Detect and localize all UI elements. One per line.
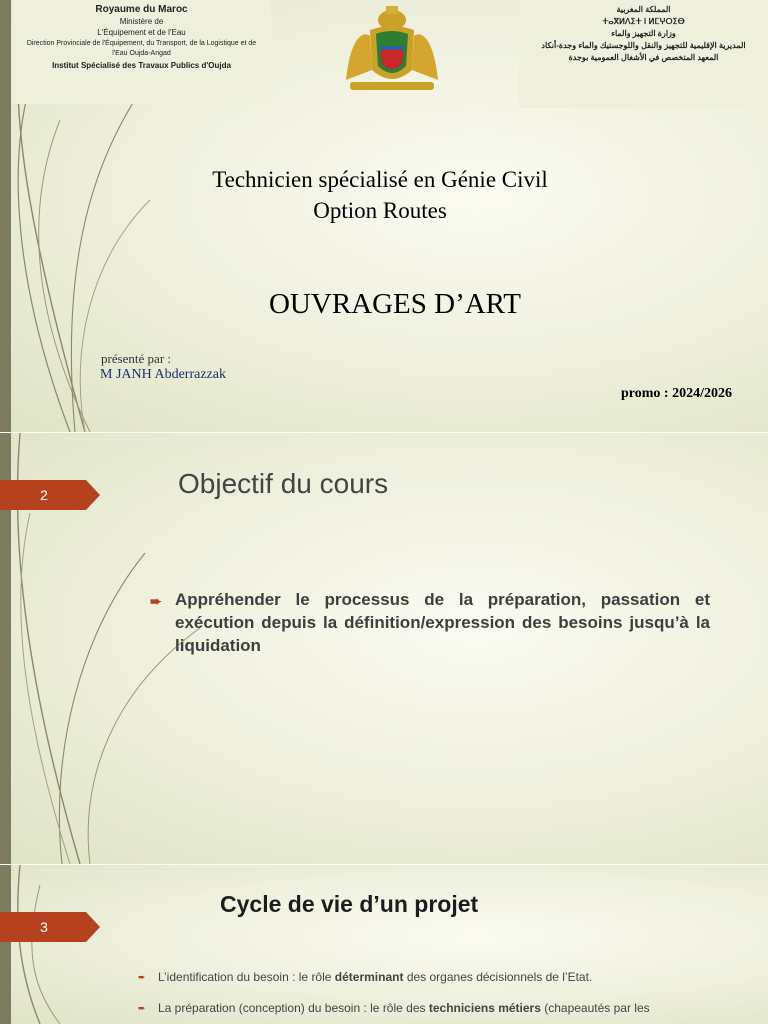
subtitle-line-1: Technicien spécialisé en Génie Civil	[212, 167, 548, 192]
slide-3[interactable]	[0, 865, 768, 1024]
slide-number-badge	[0, 480, 100, 510]
header-tifinagh: ⵜⴰⴳⵍⴷⵉⵜ ⵏ ⵍⵎⵖⵔⵉⴱ	[602, 17, 685, 26]
header-arabic-direction: المديرية الإقليمية للتجهيز والنقل واللوجستيك والماء وجدة-أنكاد	[541, 41, 746, 50]
presenter-name: M JANH Abderrazzak	[100, 367, 226, 382]
header-institute: Institut Spécialisé des Travaux Publics d'Oujda	[52, 61, 231, 70]
slide-number: 3	[40, 919, 48, 935]
header-left-block	[12, 0, 271, 104]
slide-2-title: Objectif du cours	[178, 468, 389, 499]
header-arabic-institute: المعهد المتخصص في الأشغال العمومية بوجدة	[568, 53, 719, 62]
header-arabic-ministry: وزارة التجهيز والماء	[611, 29, 676, 38]
objective-text: Appréhender le processus de la préparation, passation et exécution depuis la définition/expression des besoins jusqu’à la liquidation	[175, 590, 710, 655]
header-ministry-name: L'Équipement et de l'Eau	[97, 28, 186, 37]
bullet-2-text-end: (chapeautés par les	[540, 1001, 650, 1015]
emblem-icon	[336, 0, 448, 96]
arrow-bullet-icon: ➨	[150, 593, 162, 609]
header-arabic-kingdom: المملكة المغربية	[616, 5, 671, 14]
arrow-bullet-icon: ➨	[138, 1003, 146, 1013]
slide-number-badge	[0, 912, 100, 942]
slide-2[interactable]	[0, 433, 768, 864]
bullet-1-text-end: des organes décisionnels de l’Etat.	[403, 970, 593, 984]
bullet-2-text-start: La préparation (conception) du besoin : le rôle des	[158, 1001, 429, 1015]
subtitle-line-2: Option Routes	[313, 198, 447, 223]
arrow-bullet-icon: ➨	[138, 972, 146, 982]
presented-by-label: présenté par :	[101, 351, 172, 366]
bullet-1-bold: déterminant	[334, 970, 404, 984]
lifecycle-bullet-2	[138, 998, 738, 1018]
bullet-1-text-start: L’identification du besoin : le rôle	[158, 970, 335, 984]
main-title: OUVRAGES D’ART	[268, 288, 521, 320]
slide-1[interactable]	[0, 0, 768, 432]
slide-3-title: Cycle de vie d’un projet	[220, 891, 479, 917]
header-kingdom: Royaume du Maroc	[95, 4, 188, 15]
objective-bullet	[150, 588, 710, 657]
promo-label: promo : 2024/2026	[621, 386, 732, 401]
slide-number: 2	[40, 487, 48, 503]
bullet-2-bold: techniciens métiers	[428, 1001, 541, 1015]
header-direction: Direction Provinciale de l'Équipement, du Transport, de la Logistique et de l'Eau Oujda-Angad	[26, 40, 257, 57]
header-ministry: Ministère de	[119, 17, 164, 26]
lifecycle-bullet-1	[138, 967, 738, 987]
header-right-block	[519, 0, 768, 108]
